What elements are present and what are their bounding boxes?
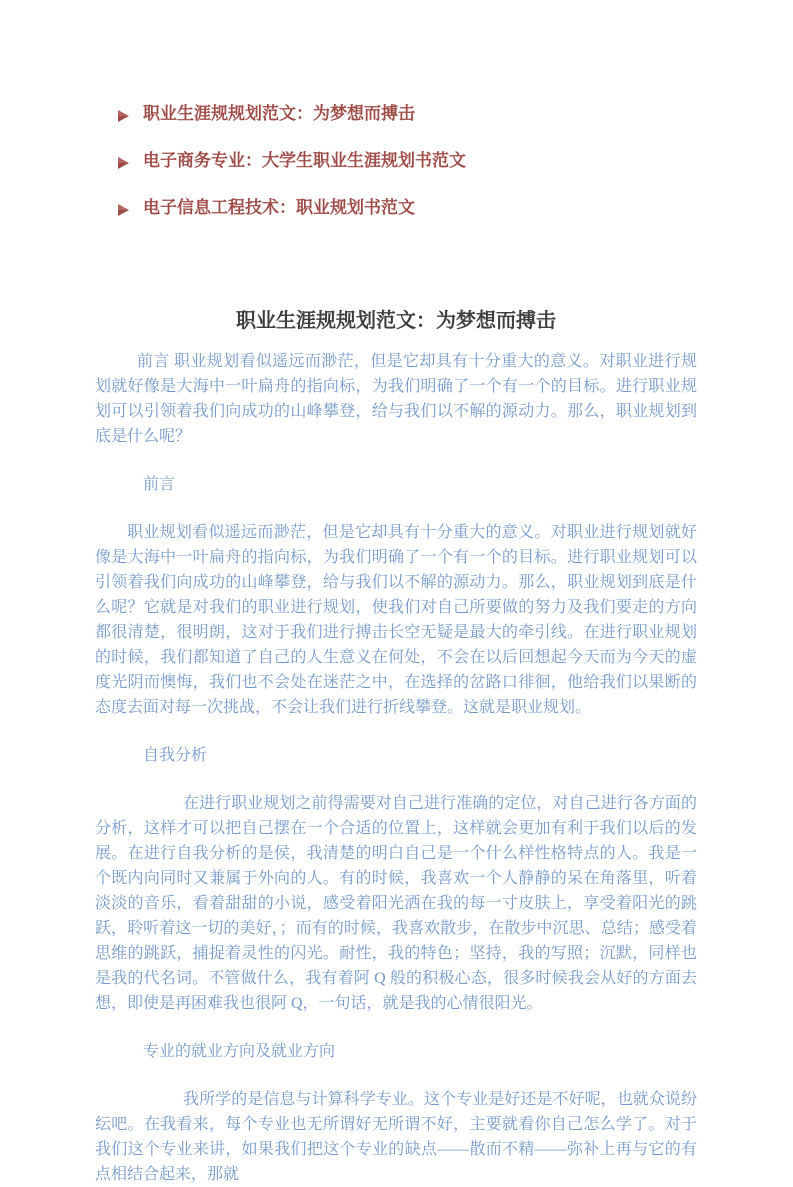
section-paragraph-foreword: 职业规划看似遥远而渺茫，但是它却具有十分重大的意义。对职业进行规划就好像是大海中一叶扁舟的指向标，为我们明确了一个有一个的目标。进行职业规划可以引领着我们向成功的山峰攀登，给与我们以不解的源动力。那么，职业规划到底是什么呢？它就是对我们的职业进行规划，使我们对自己所要做的努力及我们要走的方向都很清楚，很明朗，这对于我们进行搏击长空无疑是最大的牵引线。在进行职业规划的时候，我们都知道了自己的人生意义在何处，不会在以后回想起今天而为今天的虚度光阴而懊悔，我们也不会处在迷茫之中，在选择的岔路口徘徊，他给我们以果断的态度去面对每一次挑战，不会让我们进行折线攀登。这就是职业规划。 [95, 524, 697, 716]
related-link-label: 电子商务专业：大学生职业生涯规划书范文 [143, 151, 466, 170]
section-heading-career-direction: 专业的就业方向及就业方向 [143, 1043, 336, 1060]
related-link-2[interactable] [95, 150, 697, 171]
arrow-bullet-icon [117, 154, 130, 168]
section-paragraph-career-direction: 我所学的是信息与计算科学专业。这个专业是好还是不好呢，也就众说纷纭吧。在我看来，每个专业也无所谓好无所谓不好，主要就看你自己怎么学了。对于我们这个专业来讲，如果我们把这个专业的缺点——散而不精——弥补上再与它的有点相结合起来，那就 [95, 1091, 697, 1183]
intro-paragraph: 前言 职业规划看似遥远而渺茫，但是它却具有十分重大的意义。对职业进行规划就好像是大海中一叶扁舟的指向标，为我们明确了一个有一个的目标。进行职业规划可以引领着我们向成功的山峰攀登，给与我们以不解的源动力。那么，职业规划到底是什么呢？ [95, 353, 697, 445]
section-paragraph-self-analysis: 在进行职业规划之前得需要对自己进行准确的定位，对自己进行各方面的分析，这样才可以把自己摆在一个合适的位置上，这样就会更加有利于我们以后的发展。在进行自我分析的是侯，我清楚的明白自己是一个什么样性格特点的人。我是一个既内向同时又兼属于外向的人。有的时候，我喜欢一个人静静的呆在角落里，听着淡淡的音乐，看着甜甜的小说，感受着阳光洒在我的每一寸皮肤上，享受着阳光的跳跃，聆听着这一切的美好，；而有的时候，我喜欢散步，在散步中沉思、总结；感受着思维的跳跃，捕捉着灵性的闪光。耐性，我的特色；坚持，我的写照；沉默，同样也是我的代名词。不管做什么，我有着阿 Q 般的积极心态，很多时候我会从好的方面去想，即使是再困难我也很阿 Q，一句话，就是我的心情很阳光。 [95, 795, 697, 1012]
related-links-list [95, 103, 697, 218]
article-title: 职业生涯规规划范文：为梦想而搏击 [236, 310, 556, 332]
related-link-1[interactable] [95, 103, 697, 124]
arrow-bullet-icon [117, 201, 130, 215]
arrow-bullet-icon [117, 107, 130, 121]
section-heading-foreword: 前言 [143, 476, 176, 493]
section-heading-self-analysis: 自我分析 [143, 747, 208, 764]
related-link-3[interactable] [95, 197, 697, 218]
article-body [95, 306, 697, 1187]
related-link-label: 电子信息工程技术：职业规划书范文 [143, 198, 415, 217]
related-link-label: 职业生涯规规划范文：为梦想而搏击 [143, 104, 415, 123]
